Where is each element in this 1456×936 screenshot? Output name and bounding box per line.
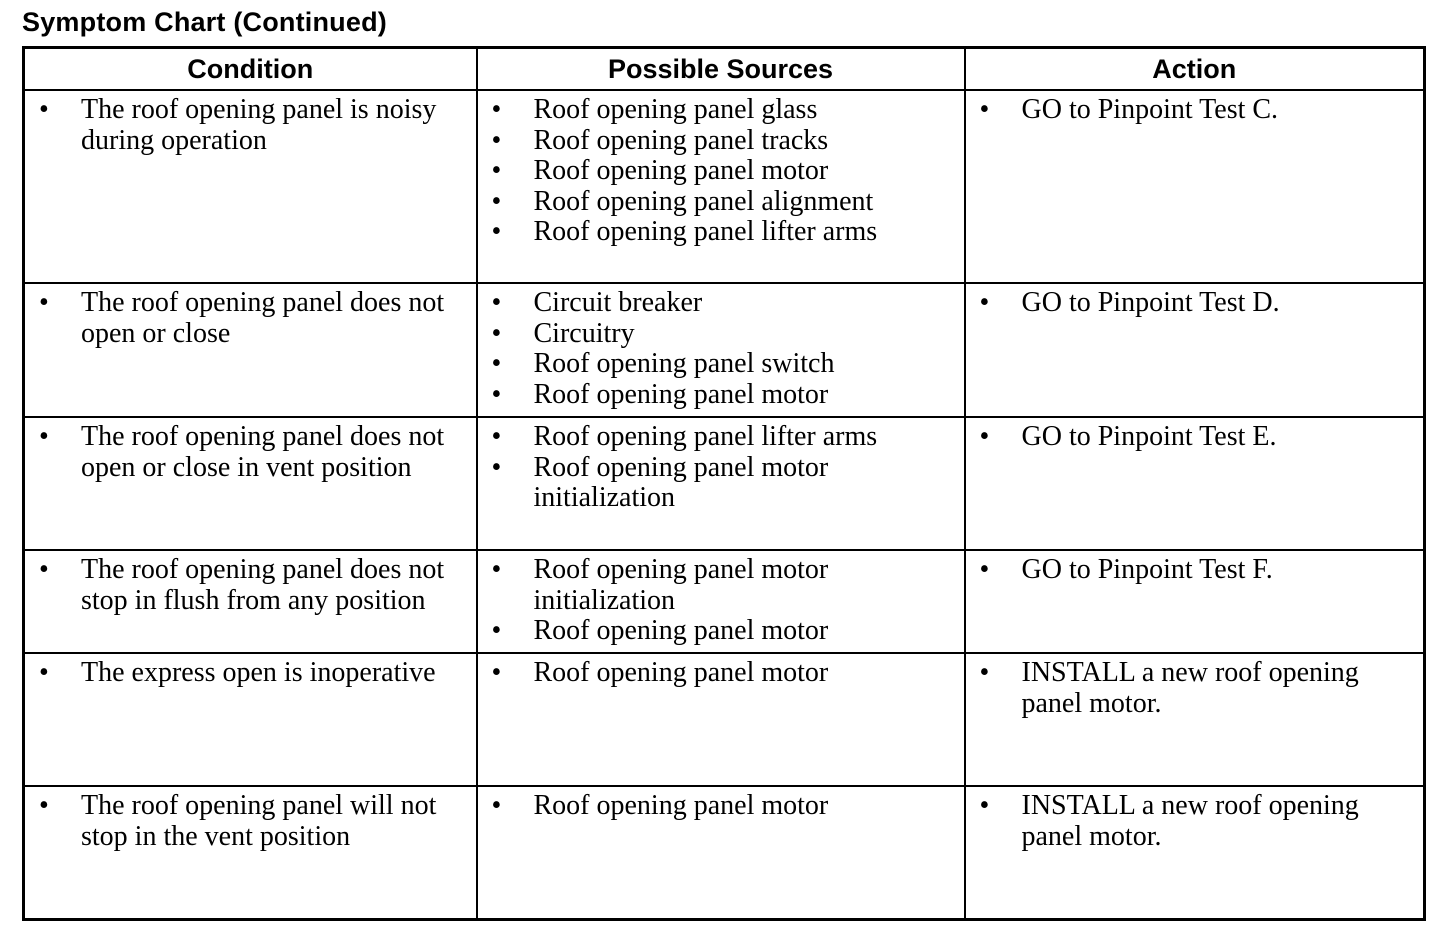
cell-sources [477, 417, 965, 550]
item-text: Roof opening panel lifter arms [533, 421, 878, 452]
item-text: Roof opening panel lifter arms [533, 216, 878, 247]
action-list [974, 95, 1416, 126]
item-text: The roof opening panel does not open or close [81, 287, 445, 349]
header-condition: Condition [24, 48, 477, 91]
list-item [486, 555, 956, 616]
list-item [486, 156, 956, 187]
condition-list [33, 95, 468, 156]
bullet-icon: • [39, 94, 49, 125]
action-list [974, 288, 1416, 319]
list-item [486, 187, 956, 218]
header-action: Action [965, 48, 1425, 91]
cell-action [965, 90, 1425, 283]
sources-list [486, 555, 956, 647]
list-item [974, 95, 1416, 126]
cell-condition [24, 786, 477, 919]
bullet-icon: • [39, 287, 49, 318]
item-text: Roof opening panel tracks [533, 124, 829, 156]
sources-list [486, 658, 956, 689]
item-text: GO to Pinpoint Test E. [1021, 421, 1277, 452]
cell-sources [477, 653, 965, 786]
cell-action [965, 283, 1425, 417]
list-item [486, 126, 956, 157]
condition-list [33, 555, 468, 616]
item-text: The express open is inoperative [81, 657, 436, 688]
table-row [24, 417, 1425, 550]
header-row [24, 48, 1425, 91]
bullet-icon: • [491, 451, 502, 483]
cell-condition [24, 417, 477, 550]
item-text: The roof opening panel will not stop in the vent position [81, 790, 437, 852]
item-text: Roof opening panel motor [533, 378, 829, 410]
item-text: Roof opening panel glass [533, 94, 818, 125]
cell-action [965, 550, 1425, 653]
list-item [33, 422, 468, 483]
list-item [974, 555, 1416, 586]
page-title: Symptom Chart (Continued) [22, 7, 387, 37]
cell-condition [24, 550, 477, 653]
item-text: Roof opening panel motor initialization [533, 554, 829, 616]
bullet-icon: • [491, 378, 502, 410]
list-item [33, 791, 468, 852]
list-item [486, 349, 956, 380]
bullet-icon: • [491, 657, 502, 688]
bullet-icon: • [39, 790, 49, 821]
list-item [486, 616, 956, 647]
bullet-icon: • [491, 421, 502, 452]
sources-list [486, 288, 956, 410]
list-item [33, 288, 468, 349]
action-list [974, 555, 1416, 586]
bullet-icon: • [491, 317, 502, 349]
bullet-icon: • [491, 554, 502, 585]
table-row [24, 283, 1425, 417]
item-text: Roof opening panel motor [533, 155, 829, 186]
action-list [974, 658, 1416, 719]
list-item [486, 319, 956, 350]
bullet-icon: • [491, 287, 502, 318]
item-text: Roof opening panel motor [533, 615, 829, 646]
list-item [33, 95, 468, 156]
list-item [486, 95, 956, 126]
list-item [486, 217, 956, 248]
cell-sources [477, 786, 965, 919]
bullet-icon: • [979, 94, 990, 125]
sources-list [486, 422, 956, 514]
cell-action [965, 417, 1425, 550]
bullet-icon: • [39, 554, 49, 585]
item-text: GO to Pinpoint Test C. [1021, 94, 1279, 125]
bullet-icon: • [39, 421, 49, 452]
list-item [486, 658, 956, 689]
item-text: Roof opening panel alignment [533, 185, 874, 217]
item-text: GO to Pinpoint Test D. [1021, 287, 1280, 318]
bullet-icon: • [491, 790, 502, 821]
bullet-icon: • [979, 790, 990, 821]
item-text: Roof opening panel switch [533, 348, 835, 379]
condition-list [33, 422, 468, 483]
item-text: The roof opening panel does not open or close in vent position [81, 421, 445, 483]
item-text: Circuitry [533, 317, 635, 349]
bullet-icon: • [979, 554, 990, 585]
item-text: INSTALL a new roof opening panel motor. [1021, 657, 1359, 719]
cell-sources [477, 90, 965, 283]
bullet-icon: • [491, 216, 502, 247]
item-text: The roof opening panel does not stop in flush from any position [81, 554, 445, 616]
bullet-icon: • [491, 94, 502, 125]
table-row [24, 90, 1425, 283]
cell-sources [477, 283, 965, 417]
bullet-icon: • [39, 657, 49, 688]
action-list [974, 422, 1416, 453]
list-item [486, 453, 956, 514]
cell-sources [477, 550, 965, 653]
bullet-icon: • [491, 348, 502, 379]
item-text: INSTALL a new roof opening panel motor. [1021, 790, 1359, 852]
cell-condition [24, 653, 477, 786]
list-item [33, 555, 468, 616]
cell-condition [24, 90, 477, 283]
symptom-table [22, 46, 1426, 921]
list-item [33, 658, 468, 689]
bullet-icon: • [979, 287, 990, 318]
item-text: Roof opening panel motor [533, 790, 829, 821]
bullet-icon: • [491, 155, 502, 186]
table-row [24, 786, 1425, 919]
item-text: The roof opening panel is noisy during operation [81, 94, 437, 156]
bullet-icon: • [491, 615, 502, 646]
condition-list [33, 791, 468, 852]
list-item [486, 288, 956, 319]
list-item [974, 422, 1416, 453]
action-list [974, 791, 1416, 852]
item-text: Roof opening panel motor [533, 657, 829, 688]
cell-condition [24, 283, 477, 417]
header-possible-sources: Possible Sources [477, 48, 965, 91]
list-item [486, 791, 956, 822]
bullet-icon: • [491, 185, 502, 217]
bullet-icon: • [979, 421, 990, 452]
list-item [486, 380, 956, 411]
bullet-icon: • [979, 657, 990, 688]
condition-list [33, 288, 468, 349]
list-item [486, 422, 956, 453]
cell-action [965, 653, 1425, 786]
list-item [974, 791, 1416, 852]
table-body [24, 90, 1425, 919]
item-text: GO to Pinpoint Test F. [1021, 554, 1273, 585]
table-row [24, 550, 1425, 653]
list-item [974, 658, 1416, 719]
sources-list [486, 95, 956, 248]
sources-list [486, 791, 956, 822]
table-row [24, 653, 1425, 786]
list-item [974, 288, 1416, 319]
item-text: Circuit breaker [533, 287, 703, 318]
cell-action [965, 786, 1425, 919]
item-text: Roof opening panel motor initialization [533, 451, 829, 513]
condition-list [33, 658, 468, 689]
bullet-icon: • [491, 124, 502, 156]
